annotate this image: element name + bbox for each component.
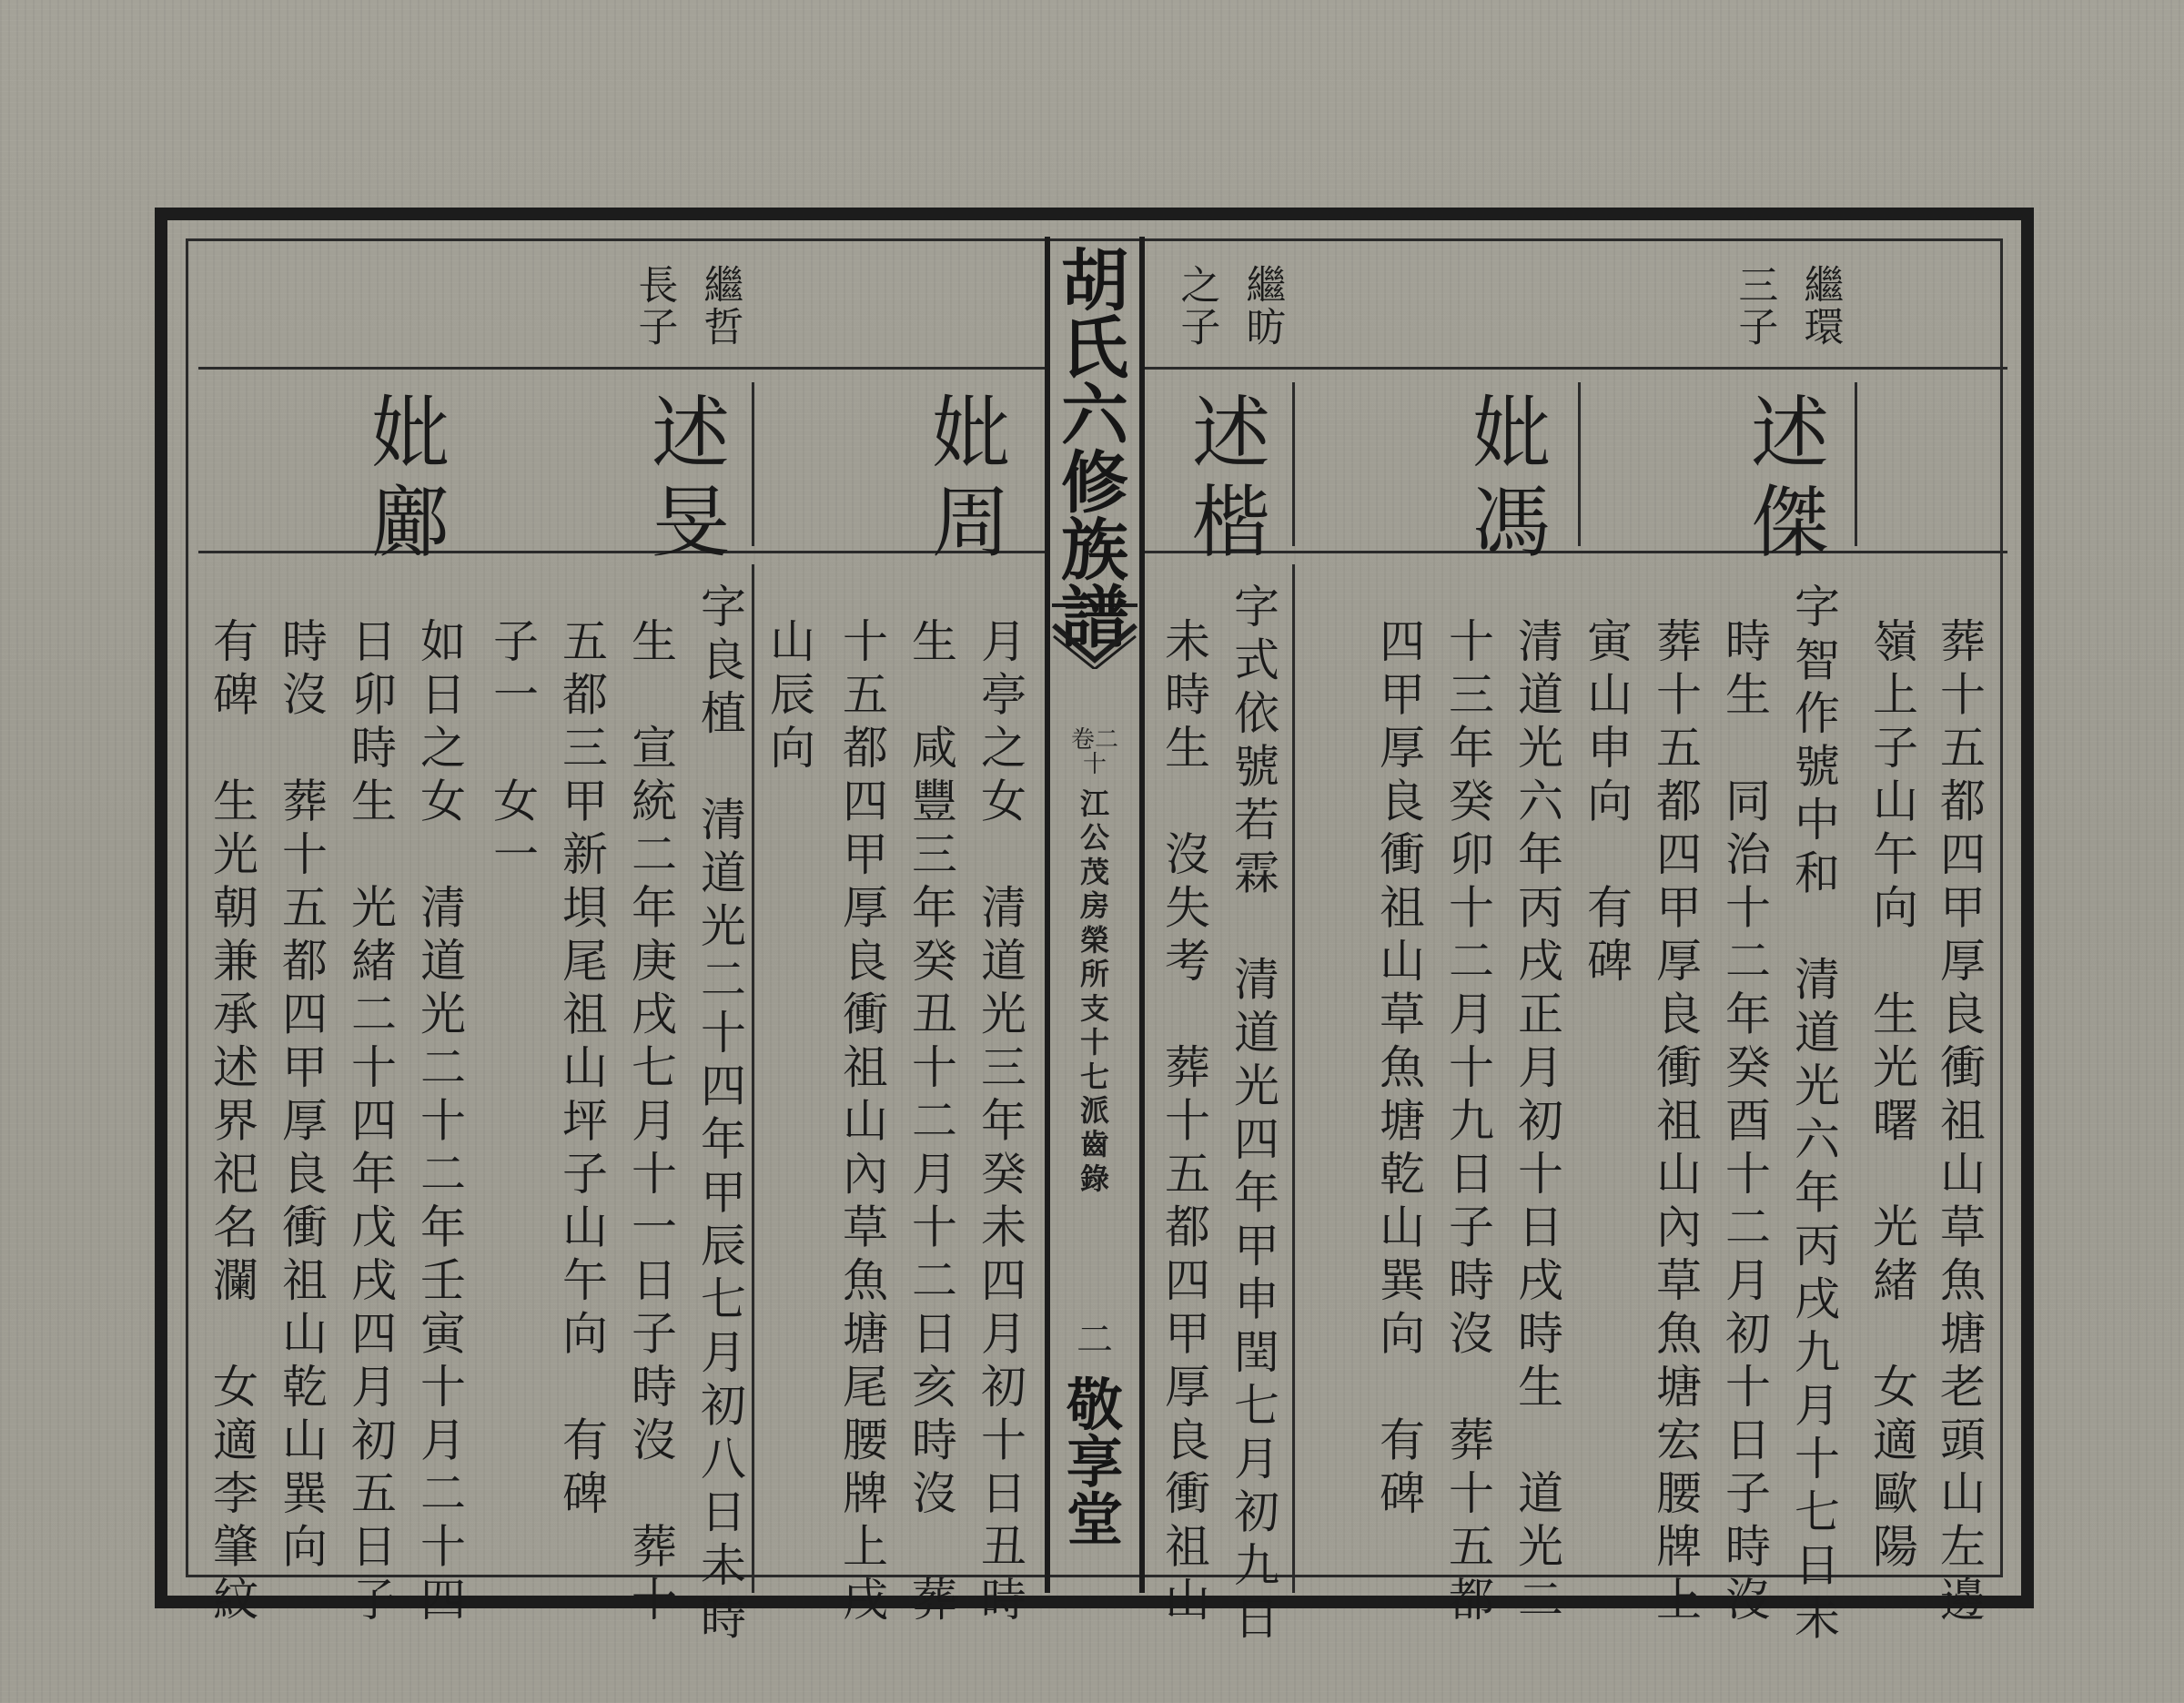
record-text: 未時生 沒失考 葬十五都四甲厚良衝祖山: [1158, 617, 1210, 1629]
book-title: [1052, 238, 1138, 657]
father-name: 繼昉: [1239, 264, 1286, 348]
hall-char: 堂: [1066, 1486, 1123, 1554]
title-char: 譜: [1061, 579, 1128, 657]
record-text: 字良植 清道光二十四年甲辰七月初八日未時: [693, 583, 746, 1647]
record-text: 日卯時生 光緒二十四年戊戌四月初五日子: [344, 617, 397, 1629]
relation-label: 長子: [631, 264, 678, 348]
column-separator: [752, 564, 754, 1593]
record-text: 字智作號中和 清道光六年丙戌九月十七日未: [1787, 583, 1840, 1647]
name-separator: [1578, 382, 1581, 546]
volume-label: 卷二十: [1070, 726, 1118, 779]
record-text: 葬十五都四甲厚良衝祖山草魚塘老頭山左邊: [1933, 617, 1986, 1629]
branch-char: 派: [1079, 1092, 1109, 1128]
father-name: 繼哲: [696, 264, 743, 348]
name-divider-right: [1145, 551, 2007, 553]
record-text: 山辰向: [763, 617, 815, 777]
record-text: 月亭之女 清道光三年癸未四月初十日丑時: [974, 617, 1026, 1629]
record-text: 生 宣統二年庚戌七月十一日子時沒 葬十: [624, 617, 677, 1629]
father-name: 繼環: [1796, 264, 1844, 348]
title-char: 修: [1061, 444, 1128, 522]
record-text: 五都三甲新垻尾祖山坪子山午向 有碑: [555, 617, 608, 1523]
hall-char: 敬: [1066, 1372, 1123, 1438]
member-name: 述楷: [1178, 391, 1269, 570]
branch-char: 榮: [1079, 922, 1109, 958]
hall-name: [1052, 1372, 1138, 1554]
record-text: 生 咸豐三年癸丑十二月十二日亥時沒 葬: [905, 617, 957, 1629]
record-text: 有碑 生光朝兼承述界祀名瀾 女適李肇紋: [206, 617, 258, 1629]
record-text: 葬十五都四甲厚良衝祖山內草魚塘宏腰牌上: [1649, 617, 1702, 1629]
branch-char: 所: [1079, 957, 1109, 992]
record-text: 時生 同治十二年癸酉十二月初十日子時沒: [1718, 617, 1771, 1629]
record-text: 子一 女一: [486, 617, 539, 884]
record-text: 寅山申向 有碑: [1580, 617, 1633, 990]
header-divider-left: [198, 367, 1045, 370]
record-text: 如日之女 清道光二十二年壬寅十月二十四: [413, 617, 466, 1629]
spouse-name: 妣鄺: [358, 391, 449, 570]
member-name: 述傑: [1737, 391, 1828, 570]
branch-char: 公: [1079, 820, 1109, 856]
hall-char: 享: [1066, 1429, 1123, 1496]
name-separator: [752, 382, 754, 546]
relation-label: 三子: [1731, 264, 1778, 348]
branch-char: 江: [1079, 786, 1109, 821]
branch-char: 七: [1079, 1059, 1109, 1094]
record-text: 字式依號若霖 清道光四年甲申閏七月初九日: [1227, 583, 1279, 1647]
column-separator: [1292, 564, 1295, 1593]
branch-char: 茂: [1079, 854, 1109, 889]
branch-char: 十: [1079, 1025, 1109, 1060]
page-number: 二: [1077, 1319, 1113, 1361]
spouse-name: 妣周: [918, 391, 1009, 570]
spouse-name: 妣馮: [1459, 391, 1550, 570]
record-text: 四甲厚良衝祖山草魚塘乾山巽向 有碑: [1372, 617, 1425, 1523]
branch-char: 錄: [1079, 1161, 1109, 1196]
branch-char: 支: [1079, 990, 1109, 1026]
title-char: 氏: [1061, 309, 1128, 388]
fishtail-ornament: [1052, 623, 1138, 669]
record-text: 十三年癸卯十二月十九日子時沒 葬十五都: [1441, 617, 1494, 1629]
branch-char: 房: [1079, 888, 1109, 924]
title-char: 族: [1061, 512, 1128, 590]
record-text: 清道光六年丙戌正月初十日戌時生 道光二: [1511, 617, 1563, 1629]
record-text: 嶺上子山午向 生光曙 光緒 女適歐陽: [1866, 617, 1918, 1576]
relation-label: 之子: [1173, 264, 1220, 348]
title-char: 胡: [1061, 242, 1128, 320]
header-divider-right: [1145, 367, 2007, 370]
name-separator: [1855, 382, 1857, 546]
branch-char: 齒: [1079, 1127, 1109, 1162]
record-text: 時沒 葬十五都四甲厚良衝祖山乾山巽向: [275, 617, 328, 1576]
branch-label: [1063, 787, 1127, 1196]
member-name: 述旻: [638, 391, 729, 570]
record-text: 十五都四甲厚良衝祖山內草魚塘尾腰牌上戌: [835, 617, 888, 1629]
name-separator: [1292, 382, 1295, 546]
title-char: 六: [1061, 377, 1128, 455]
